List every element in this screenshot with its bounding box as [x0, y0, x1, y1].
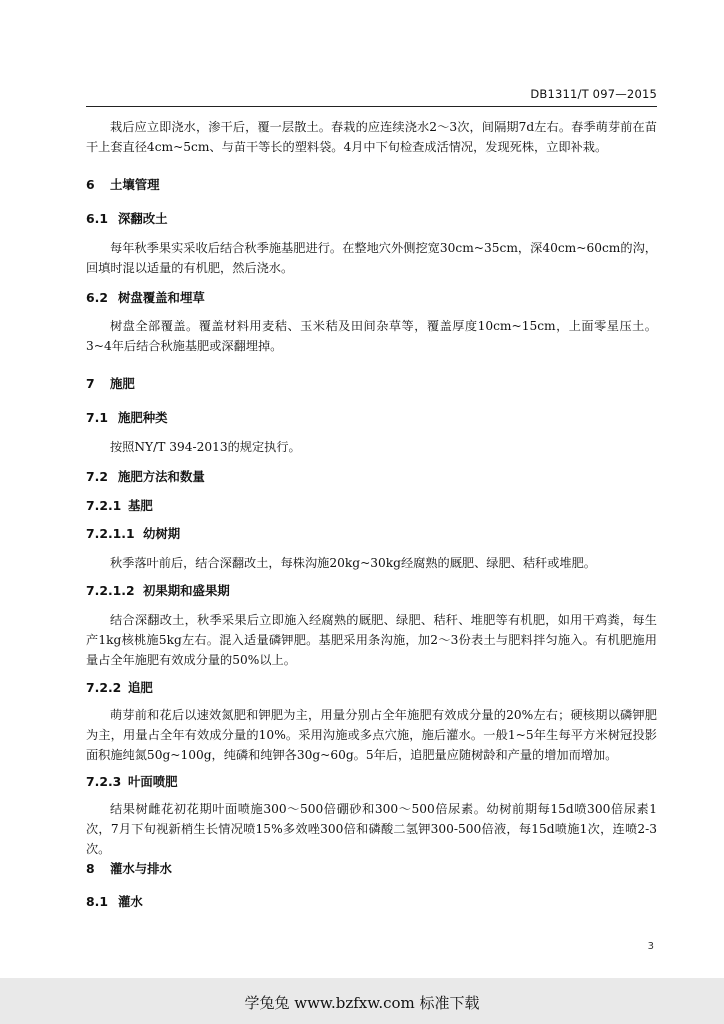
section-title: 施肥种类 — [118, 410, 168, 425]
footer-watermark-text: 学兔兔 www.bzfxw.com 标准下载 — [244, 994, 480, 1012]
section-title: 幼树期 — [143, 526, 181, 541]
standard-code: DB1311/T 097—2015 — [530, 87, 657, 101]
section-heading-7 — [86, 375, 657, 393]
section-heading-7-2 — [86, 468, 657, 486]
section-number: 7.2.2 — [86, 680, 122, 695]
section-title: 施肥方法和数量 — [118, 469, 205, 484]
paragraph-fruiting-base-fertilizer: 结合深翻改土，秋季采果后立即施入经腐熟的厩肥、绿肥、秸秆、堆肥等有机肥，如用干鸡粪，每生产1kg核桃施5kg左右。混入适量磷钾肥。基肥采用条沟施，加2～3份表土与肥料拌匀施入。有机肥施用量占全年施肥有效成分量的50%以上。 — [86, 613, 657, 667]
paragraph-young-tree-base-fertilizer: 秋季落叶前后，结合深翻改土，每株沟施20kg~30kg经腐熟的厩肥、绿肥、秸秆或堆肥。 — [110, 556, 596, 570]
section-title: 土壤管理 — [110, 177, 160, 192]
section-heading-6-2 — [86, 289, 657, 307]
section-number: 8.1 — [86, 894, 108, 909]
paragraph-fertilizer-types: 按照NY/T 394-2013的规定执行。 — [110, 440, 301, 454]
paragraph-planting-watering: 栽后应立即浇水，渗干后，覆一层散土。春栽的应连续浇水2～3次，间隔期7d左右。春季萌芽前在苗干上套直径4cm~5cm、与苗干等长的塑料袋。4月中下旬检查成活情况，发现死株，立即补栽。 — [86, 120, 657, 154]
section-heading-7-2-1-2 — [86, 582, 657, 600]
section-title: 深翻改土 — [118, 211, 168, 226]
section-title: 叶面喷肥 — [128, 774, 178, 789]
section-title: 灌水与排水 — [110, 861, 172, 876]
section-number: 7.2.1 — [86, 498, 122, 513]
section-title: 施肥 — [110, 376, 135, 391]
section-number: 6.1 — [86, 211, 108, 226]
section-title: 灌水 — [118, 894, 143, 909]
paragraph-topdressing: 萌芽前和花后以速效氮肥和钾肥为主，用量分别占全年施肥有效成分量的20%左右；硬核期以磷钾肥为主，用量占全年有效成分量的10%。采用沟施或多点穴施，施后灌水。一般1~5年生每平方米树冠投影面积施纯氮50g~100g，纯磷和纯钾各30g~60g。5年后，追肥量应随树龄和产量的增加而增加。 — [86, 708, 657, 762]
section-number: 8 — [86, 861, 95, 876]
section-title: 初果期和盛果期 — [143, 583, 230, 598]
section-heading-7-2-3 — [86, 773, 657, 791]
section-number: 7.2.1.2 — [86, 583, 135, 598]
section-title: 树盘覆盖和埋草 — [118, 290, 205, 305]
section-number: 6.2 — [86, 290, 108, 305]
section-heading-7-1 — [86, 409, 657, 427]
section-title: 基肥 — [128, 498, 153, 513]
header-rule — [86, 106, 657, 107]
section-heading-8-1 — [86, 893, 657, 911]
section-number: 7.2 — [86, 469, 108, 484]
section-heading-6 — [86, 176, 657, 194]
section-number: 7.1 — [86, 410, 108, 425]
section-heading-8 — [86, 860, 657, 878]
paragraph-deep-tillage: 每年秋季果实采收后结合秋季施基肥进行。在整地穴外侧挖宽30cm~35cm，深40cm~60cm的沟，回填时混以适量的有机肥，然后浇水。 — [86, 241, 657, 275]
section-heading-7-2-2 — [86, 679, 657, 697]
page-number: 3 — [647, 941, 654, 952]
paragraph-foliar-spray: 结果树雌花初花期叶面喷施300～500倍硼砂和300～500倍尿素。幼树前期每15d喷300倍尿素1次，7月下旬视新梢生长情况喷15%多效唑300倍和磷酸二氢钾300-500倍液，每15d喷施1次，连喷2-3次。 — [86, 802, 657, 856]
section-number: 7.2.3 — [86, 774, 122, 789]
section-heading-7-2-1 — [86, 497, 657, 515]
paragraph-mulching: 树盘全部覆盖。覆盖材料用麦秸、玉米秸及田间杂草等，覆盖厚度10cm~15cm，上面零星压土。3~4年后结合秋施基肥或深翻埋掉。 — [86, 319, 657, 353]
section-number: 7 — [86, 376, 95, 391]
section-number: 6 — [86, 177, 95, 192]
section-title: 追肥 — [128, 680, 153, 695]
section-heading-7-2-1-1 — [86, 525, 657, 543]
section-number: 7.2.1.1 — [86, 526, 135, 541]
section-heading-6-1 — [86, 210, 657, 228]
